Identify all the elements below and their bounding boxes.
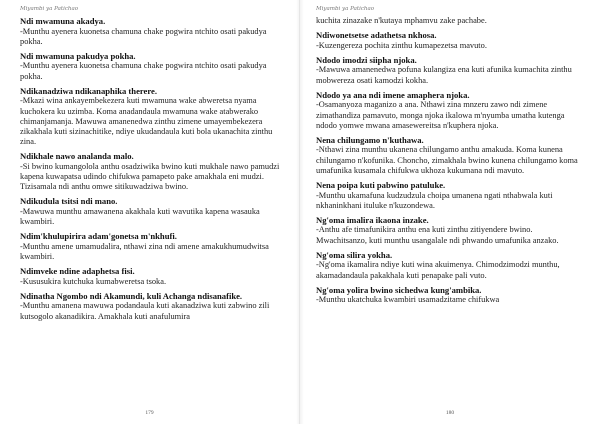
- proverb-entry: [316, 30, 580, 51]
- proverb-meaning: -Mawuwa munthu amawanena akakhala kuti wavutika kapena wasauka kwambiri.: [20, 206, 260, 227]
- proverb-meaning: -Munthu ukatchuka kwambiri usamadzitame chifukwa: [316, 295, 500, 305]
- proverb-entry: [316, 285, 580, 306]
- proverb-meaning: -Munthu ayenera kuonetsa chamuna chake pogwira ntchito osati pakudya pokha.: [20, 26, 267, 46]
- proverb-headword: Ndikudula tsitsi ndi mano.: [20, 196, 118, 207]
- proverb-headword: Ndikanadziwa ndikanaphika therere.: [20, 85, 157, 96]
- page-number: 180: [445, 410, 455, 416]
- proverb-headword: Ndimveke ndine adaphetsa fisi.: [20, 266, 135, 277]
- proverb-meaning: -Si bwino kumangolola anthu osadziwika bwino kuti mukhale nawo pamudzi kapena kuwapatsa udindo chifukwa pamapeto pake amakhala eni mudzi. Tizisamala ndi anthu omwe sitikuwadziwa bwino.: [20, 161, 280, 192]
- proverb-entry: [20, 231, 285, 262]
- proverb-headword: Ng'oma silira yokha.: [316, 249, 393, 260]
- proverb-headword: Ng'oma yolira bwino sichedwa kung'ambika.: [316, 284, 482, 295]
- proverb-headword: Ndodo ya ana ndi imene amaphera njoka.: [316, 89, 470, 100]
- entry-list: [20, 16, 285, 322]
- right-page: [300, 0, 600, 424]
- proverb-headword: Ndim'khulupirira adam'gonetsa m'nkhufi.: [20, 231, 177, 242]
- proverb-meaning: -Osamanyoza maganizo a ana. Nthawi zina mnzeru zawo ndi zimene zimathandiza pamavuto, monga njoka ikalowa m'nyumba umatha kutenga ndodo yomwe mwana amasewereitsa n'kuphera njoka.: [316, 100, 565, 130]
- page-number: 179: [145, 410, 154, 416]
- proverb-headword: Ng'oma imalira ikaona inzake.: [316, 214, 429, 225]
- proverb-meaning: -Munthu amanena mawuwa podandaula kuti akanadziwa kuti zabwino zili kutsogolo akanadikira. Amakhala kuti anafulumira: [20, 301, 270, 321]
- proverb-entry: [20, 196, 285, 227]
- proverb-entry: [20, 151, 285, 192]
- proverb-entry: [316, 250, 580, 281]
- proverb-meaning: -Nthawi zina munthu ukanena chilungamo anthu amakuda. Koma kunena chilungamo n'kofunika. Choncho, zimakhala bwino kunena chilungamo koma umafunika kusamala chifukwa ukhoza kukumana ndi mavuto.: [316, 145, 578, 175]
- proverb-meaning: -Munthu amene umamudalira, nthawi zina ndi amene amakukhumudwitsa kwambiri.: [20, 241, 269, 262]
- running-head: Miyambi ya Patichao: [316, 6, 375, 12]
- proverb-entry: [316, 55, 580, 86]
- proverb-headword: Ndodo imodzi siipha njoka.: [316, 54, 417, 65]
- proverb-entry: [316, 180, 580, 211]
- proverb-entry: [20, 51, 285, 82]
- proverb-meaning: -Mkazi wina ankayembekezera kuti mwamuna wake abweretsa nyama kuchokera ku uzimba. Koma anadandaula mwamuna wake atabwerako chimanjamanja. Mawuwa amanenedwa zinthu zimene umayembekezera zikakhala kuti sizinachitike, ndiye ukudandaula kuti bola ukanachita zinthu zina.: [20, 96, 273, 147]
- running-head: Miyambi ya Patichao: [20, 6, 79, 12]
- proverb-meaning: -Ng'oma ikamalira ndiye kuti wina akuimenya. Chimodzimodzi munthu, akamadandaula pakakhala kuti penapake pali vuto.: [316, 260, 560, 280]
- proverb-entry: [316, 215, 580, 246]
- proverb-headword: Ndikhale nawo analanda malo.: [20, 151, 134, 162]
- proverb-headword: Ndi mwamuna akadya.: [20, 16, 106, 26]
- proverb-meaning: -Munthu ukamafuna kudzudzula choipa umanena ngati nthabwala kuti nkhaninkhani ituluke n'kuzondewa.: [316, 190, 553, 210]
- proverb-meaning: -Munthu ayenera kuonetsa chamuna chake pogwira ntchito osati pakudya pokha.: [20, 61, 267, 81]
- proverb-entry: [20, 266, 285, 287]
- proverb-entry: [316, 135, 580, 176]
- proverb-headword: Ndi mwamuna pakudya pokha.: [20, 50, 136, 61]
- proverb-meaning: -Anthu afe timafunikira anthu ena kuti zinthu zitiyendere bwino. Mwachitsanzo, kuti munthu usangalale ndi phwando umafunika anzako.: [316, 225, 559, 245]
- proverb-meaning: -Mawuwa amanenedwa pofuna kulangiza ena kuti afunika kumachita zinthu mobwereza osati kamodzi kokha.: [316, 65, 572, 85]
- proverb-meaning: -Kususukira kutchuka kumabweretsa tsoka.: [20, 276, 167, 286]
- proverb-headword: Ndiwonetsetse adathetsa nkhosa.: [316, 30, 437, 41]
- proverb-meaning: -Kuzengereza pochita zinthu kumapezetsa mavuto.: [316, 40, 487, 50]
- entry-list: [316, 30, 580, 305]
- proverb-headword: Nena poipa kuti pabwino patuluke.: [316, 180, 446, 191]
- proverb-entry: [20, 86, 285, 148]
- proverb-entry: [316, 90, 580, 131]
- continued-text-entry: [316, 16, 580, 26]
- continued-meaning: kuchita zinazake n'kutaya mphamvu zake pachabe.: [316, 16, 487, 25]
- proverb-entry: [20, 291, 285, 322]
- proverb-entry: [20, 16, 285, 47]
- proverb-headword: Nena chilungamo n'kuthawa.: [316, 134, 424, 145]
- proverb-headword: Ndinatha Ngombo ndi Akamundi, kuli Achanga ndisanafike.: [20, 290, 243, 301]
